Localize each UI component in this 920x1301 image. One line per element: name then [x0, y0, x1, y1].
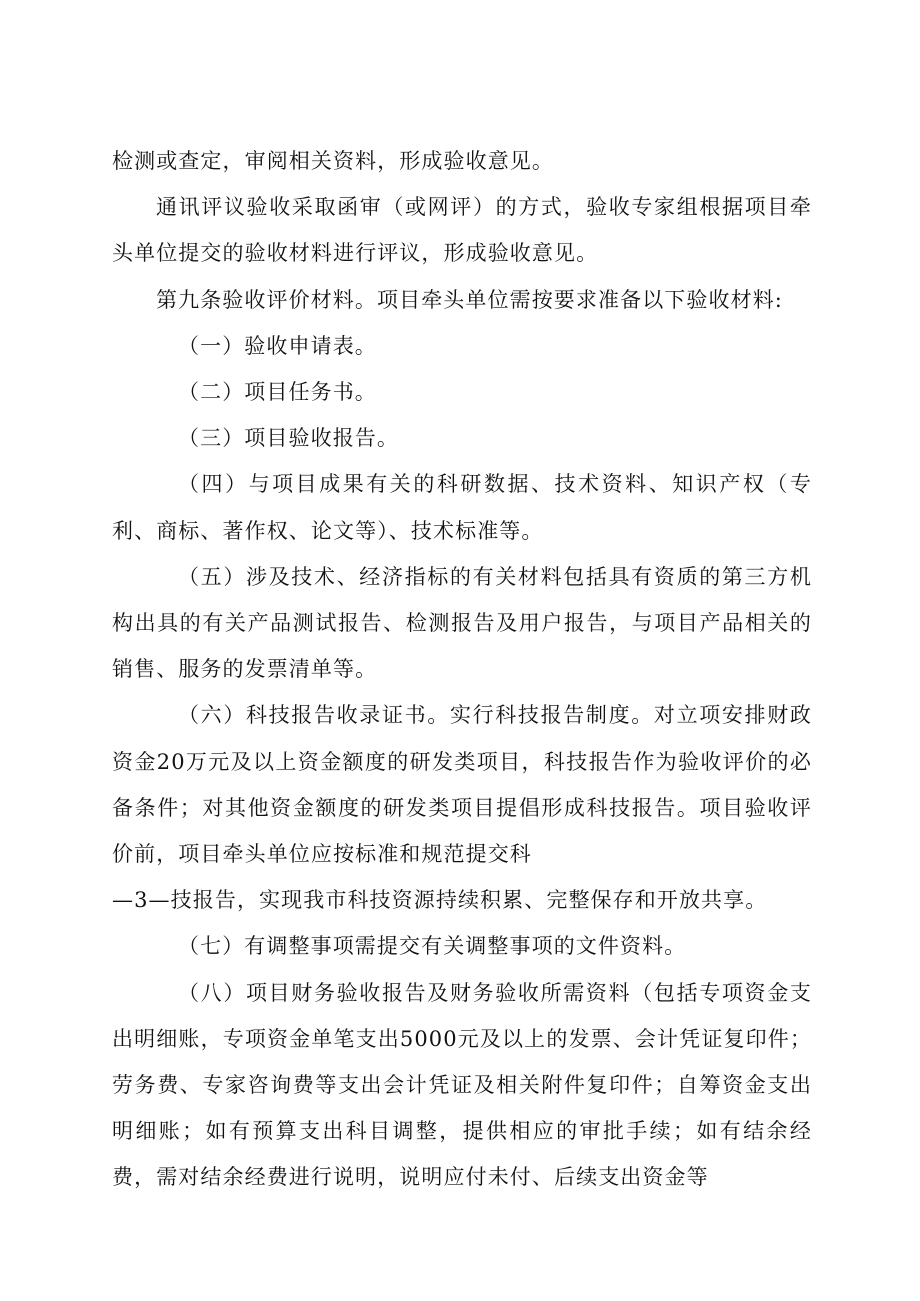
list-item-8: （八）项目财务验收报告及财务验收所需资料（包括专项资金支出明细账，专项资金单笔支出5000元及以上的发票、会计凭证复印件；劳务费、专家咨询费等支出会计凭证及相关附件复印件；自筹资金支出明细账；如有预算支出科目调整，提供相应的审批手续；如有结余经费，需对结余经费进行说明，说明应付未付、后续支出资金等: [112, 980, 812, 1190]
list-item-3: （三）项目验收报告。: [178, 426, 399, 451]
list-item-5: （五）涉及技术、经济指标的有关材料包括具有资质的第三方机构出具的有关产品测试报告、检测报告及用户报告，与项目产品相关的销售、服务的发票清单等。: [112, 564, 812, 682]
page-number-line: —3—技报告，实现我市科技资源持续积累、完整保存和开放共享。: [112, 888, 768, 913]
paragraph-article-nine: 第九条验收评价材料。项目牵头单位需按要求准备以下验收材料:: [156, 287, 783, 312]
paragraph-review-method: 通讯评议验收采取函审（或网评）的方式，验收专家组根据项目牵头单位提交的验收材料进行评议，形成验收意见。: [112, 195, 812, 266]
list-item-1: （一）验收申请表。: [178, 333, 377, 358]
document-page: [112, 138, 812, 1201]
list-item-7: （七）有调整事项需提交有关调整事项的文件资料。: [178, 934, 687, 959]
list-item-6: （六）科技报告收录证书。实行科技报告制度。对立项安排财政资金20万元及以上资金额度的研发类项目，科技报告作为验收评价的必备条件；对其他资金额度的研发类项目提倡形成科技报告。项目验收评价前，项目牵头单位应按标准和规范提交科: [112, 703, 812, 867]
paragraph-continuation: 检测或查定，审阅相关资料，形成验收意见。: [112, 149, 554, 173]
list-item-2: （二）项目任务书。: [178, 380, 377, 405]
list-item-4: （四）与项目成果有关的科研数据、技术资料、知识产权（专利、商标、著作权、论文等）、技术标准等。: [112, 472, 812, 543]
